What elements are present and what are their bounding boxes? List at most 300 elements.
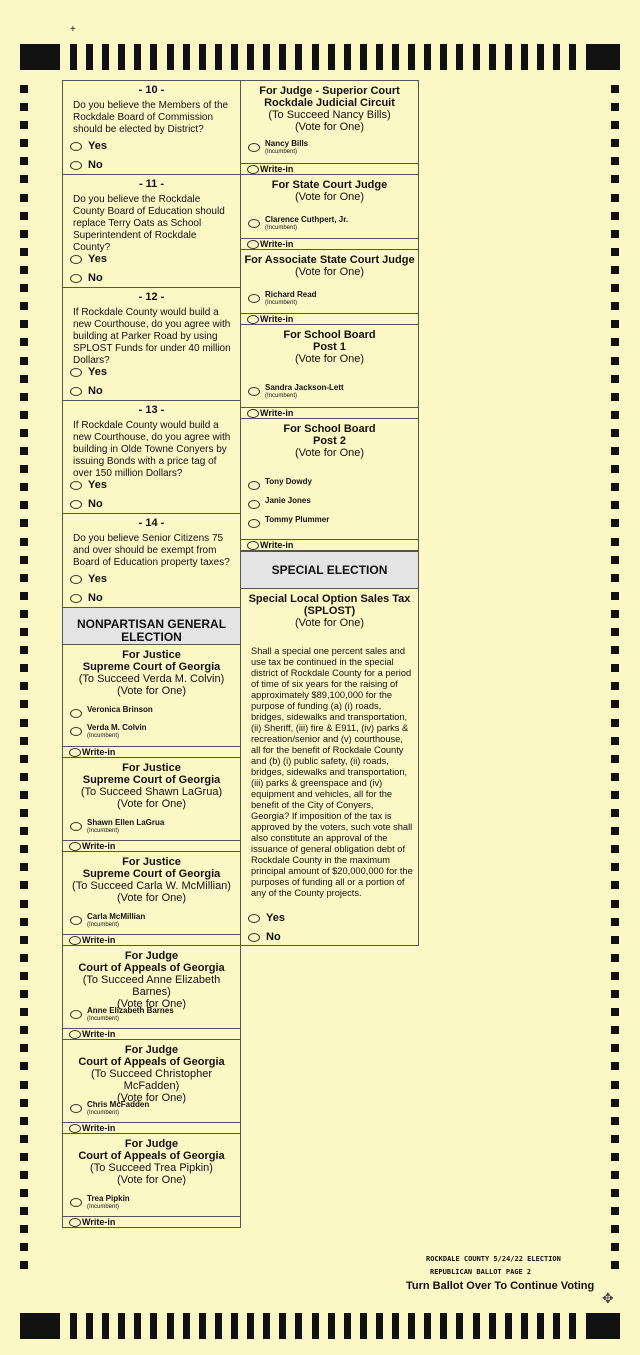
write-in-option[interactable] — [247, 408, 293, 418]
timing-bar — [328, 1313, 335, 1339]
race-contest — [241, 325, 418, 419]
footer-election: ROCKDALE COUNTY 5/24/22 ELECTION — [426, 1255, 561, 1263]
oval-icon[interactable] — [70, 368, 82, 377]
oval-icon[interactable] — [69, 1124, 81, 1133]
vote-for-one: (Vote for One) — [294, 353, 365, 365]
footer-turn-over: Turn Ballot Over To Continue Voting — [406, 1280, 595, 1292]
timing-square — [20, 320, 28, 328]
timing-square — [20, 1026, 28, 1034]
race-title: For Justice — [122, 649, 181, 661]
write-in-option[interactable] — [69, 935, 115, 945]
timing-square — [20, 610, 28, 618]
timing-square — [20, 230, 28, 238]
timing-square — [20, 393, 28, 401]
timing-bar — [70, 1313, 77, 1339]
timing-bar — [295, 44, 302, 70]
candidate-option[interactable] — [70, 912, 145, 930]
timing-square — [20, 1044, 28, 1052]
timing-square — [20, 139, 28, 147]
candidate-option[interactable] — [248, 139, 308, 157]
question-number: - 11 - — [138, 178, 165, 190]
oval-icon[interactable] — [70, 274, 82, 283]
write-in-option[interactable] — [69, 1217, 115, 1227]
timing-bar — [456, 44, 463, 70]
oval-icon[interactable] — [248, 933, 260, 942]
candidate-option[interactable] — [248, 215, 348, 233]
left-column — [62, 80, 241, 1228]
no-option[interactable]: No — [70, 592, 103, 604]
registration-mark: + — [70, 24, 76, 35]
oval-icon[interactable] — [247, 315, 259, 324]
write-in-label: Write-in — [260, 314, 294, 324]
timing-square — [611, 139, 619, 147]
race-contest — [63, 645, 240, 758]
timing-bar — [328, 44, 335, 70]
splost-text: Shall a special one percent sales and use tax be continued in the special district of Rockdale County for a period of time of six years for the raising of approximately $89,100,000 for the purpose of funding (a) (i) roads, bridges, sidewalks and transportation, (ii) Sheriff, (iii) fire & E911, (iv) parks & recreation/senior and (v) courthouse, all for the benefit of Rockdale County and (b) (i) public safety, (ii) roads, bridges, sidewalks and transportation, (iii) parks & greenspace and (iv) equipment and vehicles, all for the benefit of the City of Conyers, Georgia? If imposition of the tax is approved by the voters, such vote shall also constitute an approval of the issuance of general obligation debt of Rockdale County in the maximum principal amount of $20,000,000 for the purposes of funding all or a portion of any of the County projects. — [251, 646, 413, 898]
incumbent-label: (Incumbent) — [265, 300, 298, 306]
question-11 — [63, 175, 240, 288]
timing-square — [611, 393, 619, 401]
vote-for-one: (Vote for One) — [294, 121, 365, 133]
timing-bar — [440, 1313, 447, 1339]
yes-option[interactable]: Yes — [70, 253, 107, 265]
race-title: For Justice — [122, 856, 181, 868]
timing-bar — [231, 44, 238, 70]
timing-bar — [376, 1313, 383, 1339]
timing-square — [611, 863, 619, 871]
oval-icon[interactable] — [248, 143, 260, 152]
oval-icon[interactable] — [69, 1218, 81, 1227]
timing-square — [611, 646, 619, 654]
timing-square — [611, 103, 619, 111]
timing-square — [611, 628, 619, 636]
timing-bar — [569, 1313, 576, 1339]
race-title: For Justice — [122, 762, 181, 774]
incumbent-label: (Incumbent) — [87, 1016, 120, 1022]
timing-square — [611, 990, 619, 998]
no-option[interactable]: No — [248, 931, 281, 943]
timing-bar — [553, 1313, 560, 1339]
timing-square — [20, 248, 28, 256]
write-in-label: Write-in — [260, 540, 294, 550]
write-in-label: Write-in — [260, 164, 294, 174]
oval-icon[interactable] — [248, 294, 260, 303]
timing-square — [611, 1062, 619, 1070]
race-succeed: (To Succeed Nancy Bills) — [268, 109, 391, 121]
timing-square — [611, 1189, 619, 1197]
candidate-name: Verda M. Colvin — [87, 723, 147, 732]
write-in-label: Write-in — [82, 747, 116, 757]
timing-square — [20, 284, 28, 292]
incumbent-label: (Incumbent) — [265, 393, 298, 399]
timing-square — [611, 230, 619, 238]
timing-square — [611, 881, 619, 889]
timing-square — [20, 519, 28, 527]
timing-square — [20, 972, 28, 980]
timing-square — [20, 1135, 28, 1143]
timing-bar — [70, 44, 77, 70]
timing-square — [611, 1243, 619, 1251]
question-10 — [63, 81, 240, 175]
timing-square — [611, 556, 619, 564]
incumbent-label: (Incumbent) — [87, 1110, 120, 1116]
write-in-label: Write-in — [82, 841, 116, 851]
candidate-name: Richard Read — [265, 290, 317, 299]
oval-icon[interactable] — [248, 519, 260, 528]
timing-square — [611, 447, 619, 455]
timing-square — [20, 628, 28, 636]
race-subtitle: Court of Appeals of Georgia — [78, 1150, 225, 1162]
special-election-banner: SPECIAL ELECTION — [241, 551, 418, 589]
timing-square — [20, 700, 28, 708]
timing-square — [20, 1189, 28, 1197]
vote-for-one: (Vote for One) — [294, 266, 365, 278]
candidate-name: Sandra Jackson-Lett — [265, 383, 344, 392]
timing-square — [20, 845, 28, 853]
no-option[interactable]: No — [70, 498, 103, 510]
question-text: Do you believe the Members of the Rockdale Board of Commission should be elected by District? — [73, 100, 229, 135]
timing-square — [20, 266, 28, 274]
timing-bar — [134, 1313, 141, 1339]
oval-icon[interactable] — [248, 481, 260, 490]
timing-square — [611, 1008, 619, 1016]
timing-square — [20, 918, 28, 926]
candidate-option[interactable] — [70, 705, 153, 714]
timing-square — [611, 375, 619, 383]
timing-square — [20, 465, 28, 473]
question-text: Do you believe Senior Citizens 75 and over should be exempt from Board of Education property taxes? — [73, 533, 230, 568]
candidate-name: Chris McFadden — [87, 1100, 150, 1109]
oval-icon[interactable] — [248, 219, 260, 228]
incumbent-label: (Incumbent) — [87, 828, 120, 834]
timing-square — [20, 773, 28, 781]
question-text: If Rockdale County would build a new Courthouse, do you agree with building in Olde Towne Conyers by issuing Bonds with a price tag of over 150 million Dollars? — [73, 420, 231, 479]
yes-option[interactable]: Yes — [70, 573, 107, 585]
question-12 — [63, 288, 240, 401]
race-subtitle: Rockdale Judicial Circuit — [264, 97, 395, 109]
timing-block — [586, 44, 620, 70]
oval-icon[interactable] — [70, 575, 82, 584]
timing-square — [611, 1026, 619, 1034]
timing-square — [611, 719, 619, 727]
timing-square — [20, 719, 28, 727]
timing-square — [611, 248, 619, 256]
timing-square — [20, 375, 28, 383]
timing-square — [20, 1081, 28, 1089]
question-text: If Rockdale County would build a new Courthouse, do you agree with building at Parker Road by using SPLOST Funds for under 40 million Dollars? — [73, 307, 231, 366]
no-option[interactable]: No — [70, 272, 103, 284]
race-header — [63, 856, 240, 904]
timing-bar — [231, 1313, 238, 1339]
timing-bar — [118, 44, 125, 70]
timing-square — [20, 664, 28, 672]
vote-for-one: (Vote for One) — [116, 998, 187, 1010]
candidate-name: Anne Elizabeth Barnes — [87, 1006, 174, 1015]
timing-bar — [344, 1313, 351, 1339]
timing-block — [20, 1313, 60, 1339]
timing-square — [611, 1117, 619, 1125]
oval-icon[interactable] — [70, 387, 82, 396]
timing-square — [20, 755, 28, 763]
race-contest — [63, 1134, 240, 1228]
no-option[interactable]: No — [70, 385, 103, 397]
oval-icon[interactable] — [70, 161, 82, 170]
race-header — [63, 1138, 240, 1186]
race-succeed: (To Succeed Trea Pipkin) — [90, 1162, 213, 1174]
timing-square — [611, 755, 619, 763]
incumbent-label: (Incumbent) — [265, 225, 298, 231]
timing-square — [20, 483, 28, 491]
candidate-option[interactable] — [248, 477, 312, 486]
race-header — [241, 329, 418, 365]
yes-option[interactable]: Yes — [70, 140, 107, 152]
oval-icon[interactable] — [69, 842, 81, 851]
race-subtitle: Supreme Court of Georgia — [82, 774, 221, 786]
timing-bar — [408, 1313, 415, 1339]
race-title: For Judge — [124, 950, 179, 962]
timing-bar — [537, 1313, 544, 1339]
timing-bar — [505, 44, 512, 70]
candidate-option[interactable] — [248, 383, 344, 401]
timing-square — [611, 972, 619, 980]
oval-icon[interactable] — [248, 500, 260, 509]
incumbent-label: (Incumbent) — [87, 733, 120, 739]
timing-block — [586, 1313, 620, 1339]
oval-icon[interactable] — [70, 594, 82, 603]
race-succeed: (To Succeed Christopher McFadden) — [90, 1068, 213, 1092]
timing-square — [20, 682, 28, 690]
oval-icon[interactable] — [70, 822, 82, 831]
candidate-name: Veronica Brinson — [87, 705, 153, 714]
write-in-option[interactable] — [247, 239, 293, 249]
oval-icon[interactable] — [247, 541, 259, 550]
oval-icon[interactable] — [70, 481, 82, 490]
candidate-name: Clarence Cuthpert, Jr. — [265, 215, 349, 224]
write-in-label: Write-in — [82, 1123, 116, 1133]
timing-bar — [360, 44, 367, 70]
timing-bar — [279, 44, 286, 70]
timing-square — [611, 900, 619, 908]
race-subtitle: Supreme Court of Georgia — [82, 661, 221, 673]
timing-bar — [199, 44, 206, 70]
timing-square — [20, 1099, 28, 1107]
timing-square — [20, 212, 28, 220]
write-in-label: Write-in — [82, 935, 116, 945]
timing-square — [20, 900, 28, 908]
oval-icon[interactable] — [247, 165, 259, 174]
timing-bar — [456, 1313, 463, 1339]
race-title: For School Board — [283, 423, 376, 435]
write-in-option[interactable] — [69, 747, 115, 757]
timing-square — [20, 809, 28, 817]
timing-square — [20, 1261, 28, 1269]
timing-square — [611, 538, 619, 546]
timing-square — [20, 501, 28, 509]
race-succeed: (To Succeed Verda M. Colvin) — [78, 673, 225, 685]
oval-icon[interactable] — [69, 936, 81, 945]
race-contest — [241, 419, 418, 551]
oval-icon[interactable] — [70, 916, 82, 925]
timing-bar — [183, 44, 190, 70]
vote-for-one: (Vote for One) — [294, 191, 365, 203]
timing-square — [611, 700, 619, 708]
candidate-option[interactable] — [70, 723, 147, 741]
candidate-option[interactable] — [70, 1100, 149, 1118]
oval-icon[interactable] — [70, 1104, 82, 1113]
candidate-option[interactable] — [248, 290, 317, 308]
timing-square — [20, 863, 28, 871]
timing-square — [20, 538, 28, 546]
oval-icon[interactable] — [70, 1198, 82, 1207]
splost-question — [241, 589, 418, 947]
race-title: For Judge - Superior Court — [259, 85, 400, 97]
write-in-option[interactable] — [69, 1029, 115, 1039]
timing-square — [611, 954, 619, 962]
incumbent-label: (Incumbent) — [265, 149, 298, 155]
timing-square — [611, 175, 619, 183]
oval-icon[interactable] — [247, 240, 259, 249]
timing-square — [611, 682, 619, 690]
timing-square — [611, 809, 619, 817]
candidate-name: Trea Pipkin — [87, 1194, 130, 1203]
write-in-label: Write-in — [260, 408, 294, 418]
oval-icon[interactable] — [70, 709, 82, 718]
race-contest — [241, 250, 418, 325]
timing-square — [611, 1099, 619, 1107]
timing-bar — [489, 44, 496, 70]
timing-square — [611, 284, 619, 292]
yes-option[interactable]: Yes — [70, 479, 107, 491]
timing-bar — [424, 1313, 431, 1339]
timing-square — [611, 483, 619, 491]
race-contest — [63, 1040, 240, 1134]
timing-square — [20, 791, 28, 799]
timing-bar — [247, 44, 254, 70]
incumbent-label: (Incumbent) — [87, 922, 120, 928]
timing-bar — [521, 44, 528, 70]
timing-square — [20, 556, 28, 564]
timing-square — [20, 1008, 28, 1016]
candidate-option[interactable] — [248, 515, 329, 524]
race-header — [241, 179, 418, 203]
timing-square — [611, 592, 619, 600]
question-number: - 13 - — [138, 404, 165, 416]
write-in-label: Write-in — [82, 1029, 116, 1039]
write-in-option[interactable] — [247, 164, 293, 174]
yes-option[interactable]: Yes — [70, 366, 107, 378]
yes-option[interactable]: Yes — [248, 912, 285, 924]
timing-square — [611, 501, 619, 509]
timing-bar — [263, 1313, 270, 1339]
timing-square — [20, 1153, 28, 1161]
vote-for-one: (Vote for One) — [116, 798, 187, 810]
race-header — [63, 762, 240, 810]
timing-square — [611, 664, 619, 672]
timing-bar — [392, 44, 399, 70]
timing-bar — [537, 44, 544, 70]
candidate-name: Carla McMillian — [87, 912, 146, 921]
timing-square — [20, 357, 28, 365]
timing-bar — [150, 1313, 157, 1339]
write-in-option[interactable] — [69, 841, 115, 851]
race-subtitle: Court of Appeals of Georgia — [78, 962, 225, 974]
splost-header: Special Local Option Sales Tax (SPLOST) (Vote for One) — [248, 593, 411, 629]
write-in-option[interactable] — [247, 540, 293, 550]
write-in-option[interactable] — [69, 1123, 115, 1133]
footer-page: REPUBLICAN BALLOT PAGE 2 — [430, 1268, 532, 1276]
candidate-option[interactable] — [70, 1194, 130, 1212]
timing-block — [20, 44, 60, 70]
race-contest — [241, 81, 418, 175]
timing-square — [20, 1171, 28, 1179]
oval-icon[interactable] — [70, 142, 82, 151]
no-option[interactable]: No — [70, 159, 103, 171]
timing-square — [611, 465, 619, 473]
timing-square — [611, 936, 619, 944]
question-text: Do you believe the Rockdale County Board of Education should replace Terry Oats as School Superintendent of Rockdale County? — [73, 194, 225, 253]
timing-bar — [102, 44, 109, 70]
candidate-option[interactable] — [248, 496, 311, 505]
race-succeed: (To Succeed Shawn LaGrua) — [80, 786, 223, 798]
timing-square — [611, 429, 619, 437]
candidate-name: Tony Dowdy — [265, 477, 312, 486]
race-contest — [63, 852, 240, 946]
oval-icon[interactable] — [70, 500, 82, 509]
timing-square — [611, 918, 619, 926]
timing-square — [611, 845, 619, 853]
race-title: For Judge — [124, 1044, 179, 1056]
timing-bar — [312, 1313, 319, 1339]
oval-icon[interactable] — [248, 387, 260, 396]
oval-icon[interactable] — [69, 748, 81, 757]
oval-icon[interactable] — [69, 1030, 81, 1039]
candidate-name: Tommy Plummer — [265, 515, 330, 524]
write-in-option[interactable] — [247, 314, 293, 324]
race-contest — [63, 946, 240, 1040]
race-subtitle: Post 2 — [312, 435, 346, 447]
question-number: - 14 - — [138, 517, 165, 529]
race-title: For School Board — [283, 329, 376, 341]
oval-icon[interactable] — [70, 1010, 82, 1019]
race-subtitle: Supreme Court of Georgia — [82, 868, 221, 880]
timing-square — [20, 1117, 28, 1125]
candidate-option[interactable] — [70, 1006, 174, 1024]
race-subtitle: Court of Appeals of Georgia — [78, 1056, 225, 1068]
race-succeed: (To Succeed Anne Elizabeth Barnes) — [82, 974, 221, 998]
timing-bar — [295, 1313, 302, 1339]
timing-square — [611, 791, 619, 799]
oval-icon[interactable] — [247, 409, 259, 418]
crosshair-icon: ✥ — [602, 1290, 614, 1306]
timing-square — [611, 266, 619, 274]
oval-icon[interactable] — [70, 727, 82, 736]
question-14 — [63, 514, 240, 608]
timing-bar — [215, 44, 222, 70]
race-succeed: (To Succeed Carla W. McMillian) — [72, 880, 231, 892]
oval-icon[interactable] — [248, 914, 260, 923]
timing-square — [20, 1207, 28, 1215]
race-header — [241, 254, 418, 278]
timing-square — [611, 320, 619, 328]
candidate-option[interactable] — [70, 818, 164, 836]
race-header — [63, 649, 240, 697]
write-in-label: Write-in — [260, 239, 294, 249]
candidate-name: Janie Jones — [265, 496, 311, 505]
timing-square — [611, 519, 619, 527]
timing-bar — [473, 44, 480, 70]
oval-icon[interactable] — [70, 255, 82, 264]
timing-square — [611, 1261, 619, 1269]
